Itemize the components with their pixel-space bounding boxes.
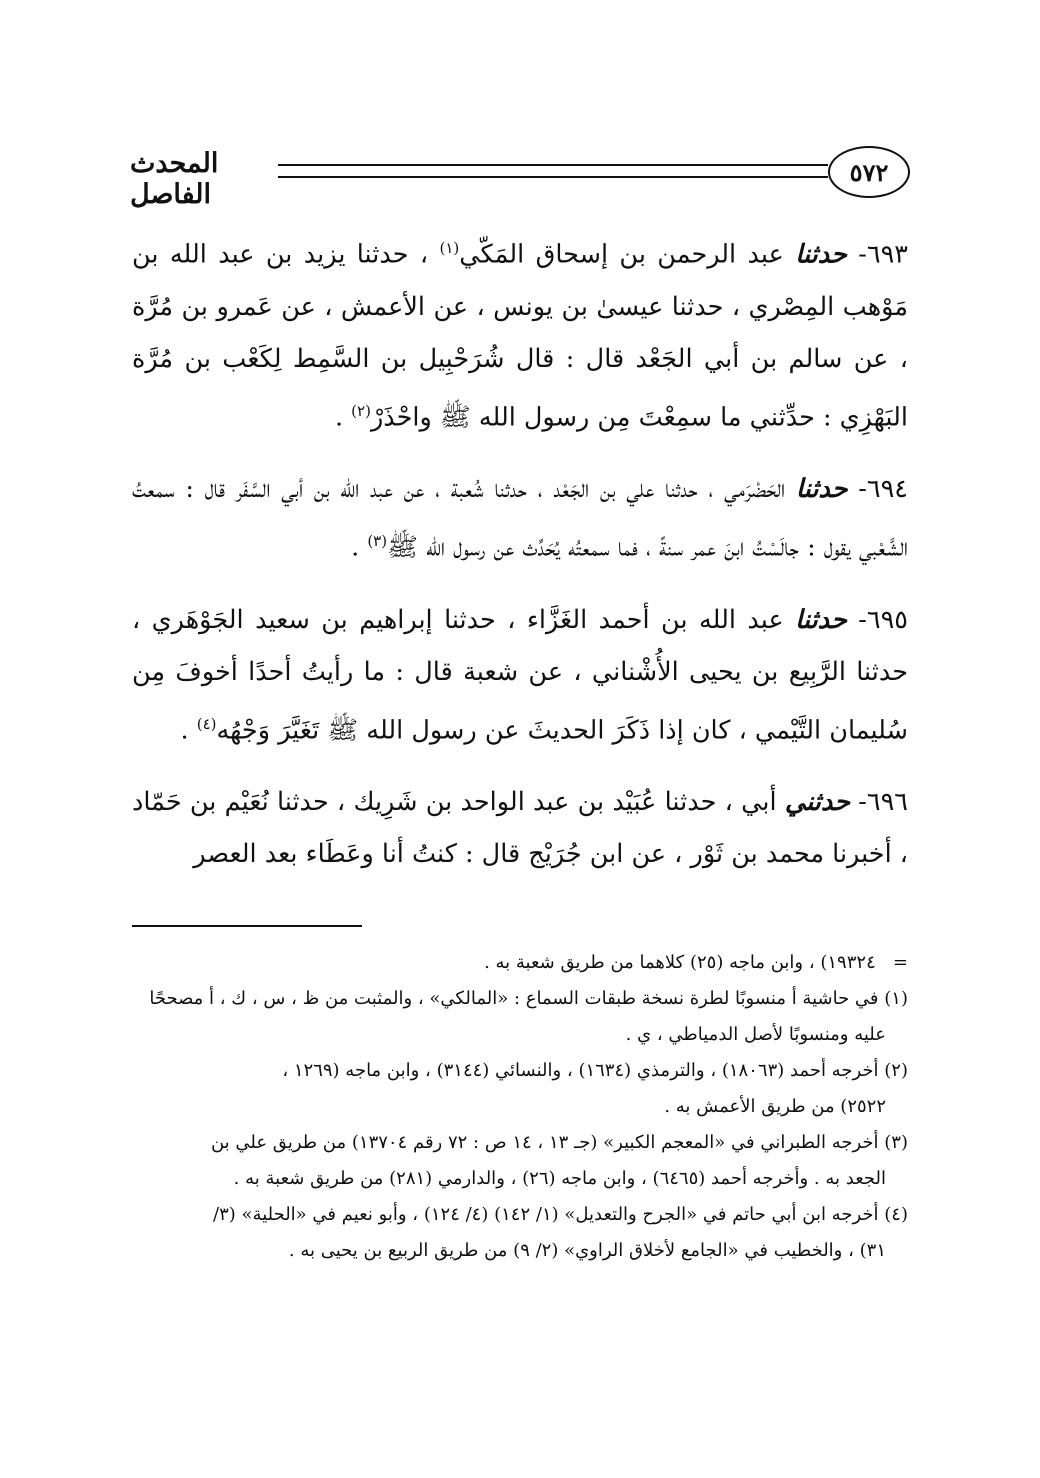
main-text xyxy=(132,222,908,900)
hadith-number: ٦٩٣ xyxy=(866,239,908,270)
hadith-ending: . xyxy=(334,402,344,432)
footnote-marker: (١) xyxy=(884,988,908,1009)
narration-word: حدثني xyxy=(784,787,851,817)
footnote-marker: (٤) xyxy=(884,1204,908,1225)
hadith-ending: . xyxy=(180,715,189,745)
hadith-text: أبي ، حدثنا عُبَيْد بن عبد الواحد بن شَرِيك ، حدثنا نُعَيْم بن حَمّاد ، أخبرنا محمد بن ثَوْر ، عن ابن جُرَيْج قال : كنتُ أنا وعَطَاء بعد العصر xyxy=(132,787,908,869)
narration-word: حدثنا xyxy=(795,474,848,504)
footnote-marker: (٣) xyxy=(884,1132,908,1153)
hadith-number: ٦٩٦ xyxy=(866,787,908,817)
footnote-line: في حاشية أ منسوبًا لطرة نسخة طبقات السماع : «المالكي» ، والمثبت من ظ ، س ، ك ، أ مصححًا xyxy=(149,988,879,1009)
hadith-number: ٦٩٤ xyxy=(866,474,908,504)
footnote-4 xyxy=(132,1197,908,1269)
hadith-693: ٦٩٣- حدثنا عبد الرحمن بن إسحاق المَكّي$^{(١)}$ ، حدثنا يزيد بن عبد الله بن مَوْهب المِصْري ، حدثنا عيسىٰ بن يونس ، عن الأعمش ، عن عَمرو بن مُرَّة ، عن سالم بن أبي الجَعْد قال : قال شُرَحْبِيل بن السَّمِط لِكَعْب بن مُرَّة البَهْزِي : حدِّثني ما سمِعْتَ مِن رسول الله ﷺ واحْذَرْ$^{(٢)}$ . xyxy=(132,239,908,432)
footnote-ref: (٣) xyxy=(367,532,388,550)
hadith-694: ٦٩٤- حدثنا الحَضْرَمي ، حدثنا علي بن الجَعْد ، حدثنا شُعبة ، عن عبد الله بن أبي السَّفَر قال : سمعتُ الشَّعْبي يقول : جالَسْتُ ابنَ عمر سنةً ، فما سمعتُه يُحَدِّث عن رسول الله ﷺ$^{(٣)}$ . xyxy=(132,474,908,563)
hadith-text: عبد الله بن أحمد الغَزَّاء ، حدثنا إبراهيم بن سعيد الجَوْهَري ، حدثنا الرَّبِيع بن يحيى الأُشْناني ، عن شعبة قال : ما رأيتُ أحدًا أخوفَ مِن سُليمان التَّيْمي ، كان إذا ذَكَرَ الحديثَ عن رسول الله ﷺ تَغَيَّرَ وَجْهُه xyxy=(132,604,908,745)
footnote-line: الجعد به . وأخرجه أحمد (٦٤٦٥) ، وابن ماجه (٢٦) ، والدارمي (٢٨١) من طريق شعبة به . xyxy=(233,1168,886,1189)
footnote-2 xyxy=(132,1053,908,1125)
footnote-ref: (٢) xyxy=(351,401,371,420)
footnote-marker: = xyxy=(892,952,908,973)
hadith-ending: . xyxy=(351,532,360,563)
footnote-separator xyxy=(132,925,362,927)
footnote-line: أخرجه الطبراني في «المعجم الكبير» (جـ ١٣ ، ١٤ ص : ٧٢ رقم ١٣٧٠٤) من طريق علي بن xyxy=(210,1132,879,1153)
book-title: المحدث الفاصل xyxy=(130,148,219,210)
footnote-line: عليه ومنسوبًا لأصل الدمياطي ، ي . xyxy=(625,1024,886,1045)
footnote-1 xyxy=(132,981,908,1053)
narration-word: حدثنا xyxy=(795,239,847,270)
footnote-line: ٣١) ، والخطيب في «الجامع لأخلاق الراوي» (٢/ ٩) من طريق الربيع بن يحيى به . xyxy=(288,1240,886,1261)
footnote-3 xyxy=(132,1125,908,1197)
narration-word: حدثنا xyxy=(795,604,847,635)
hadith-text: الحَضْرَمي ، حدثنا علي بن الجَعْد ، حدثنا شُعبة ، عن عبد الله بن أبي السَّفَر قال : سمعتُ الشَّعْبي يقول : جالَسْتُ ابنَ عمر سنةً ، فما سمعتُه يُحَدِّث عن رسول الله ﷺ xyxy=(132,474,908,563)
hadith-number: ٦٩٥ xyxy=(866,604,908,635)
footnotes xyxy=(132,945,908,1269)
hadith-text-continued: ، حدثنا يزيد بن عبد الله بن مَوْهب المِصْري ، حدثنا عيسىٰ بن يونس ، عن الأعمش ، عن عَمرو بن مُرَّة ، عن سالم بن أبي الجَعْد قال : قال شُرَحْبِيل بن السَّمِط لِكَعْب بن مُرَّة البَهْزِي : حدِّثني ما سمِعْتَ مِن رسول الله ﷺ واحْذَرْ xyxy=(132,239,908,432)
hadith-text: عبد الرحمن بن إسحاق المَكّي xyxy=(459,239,784,270)
footnote-marker: (٢) xyxy=(884,1060,908,1081)
footnote-line: أخرجه ابن أبي حاتم في «الجرح والتعديل» (١/ ١٤٢) (٤/ ١٢٤) ، وأبو نعيم في «الحلية» (٣/ xyxy=(213,1204,879,1225)
hadith-696: ٦٩٦- حدثني أبي ، حدثنا عُبَيْد بن عبد الواحد بن شَرِيك ، حدثنا نُعَيْم بن حَمّاد ، أخبرنا محمد بن ثَوْر ، عن ابن جُرَيْج قال : كنتُ أنا وعَطَاء بعد العصر xyxy=(132,787,908,869)
page-header xyxy=(130,140,910,220)
footnote-ref: (٤) xyxy=(196,714,217,733)
footnote-line: ١٩٣٢٤) ، وابن ماجه (٢٥) كلاهما من طريق شعبة به . xyxy=(484,952,876,973)
footnote-line: ٢٥٢٢) من طريق الأعمش به . xyxy=(664,1096,886,1117)
footnote-line: أخرجه أحمد (١٨٠٦٣) ، والترمذي (١٦٣٤) ، والنسائي (٣١٤٤) ، وابن ماجه (١٢٦٩ ، xyxy=(282,1060,879,1081)
footnote-continuation xyxy=(132,945,908,981)
footnote-ref: (١) xyxy=(439,239,460,257)
page-number: ٥٧٢ xyxy=(828,146,910,198)
header-double-rule xyxy=(278,164,828,178)
hadith-695: ٦٩٥- حدثنا عبد الله بن أحمد الغَزَّاء ، حدثنا إبراهيم بن سعيد الجَوْهَري ، حدثنا الرَّبِيع بن يحيى الأُشْناني ، عن شعبة قال : ما رأيتُ أحدًا أخوفَ مِن سُليمان التَّيْمي ، كان إذا ذَكَرَ الحديثَ عن رسول الله ﷺ تَغَيَّرَ وَجْهُه$^{(٤)}$ . xyxy=(132,604,908,745)
